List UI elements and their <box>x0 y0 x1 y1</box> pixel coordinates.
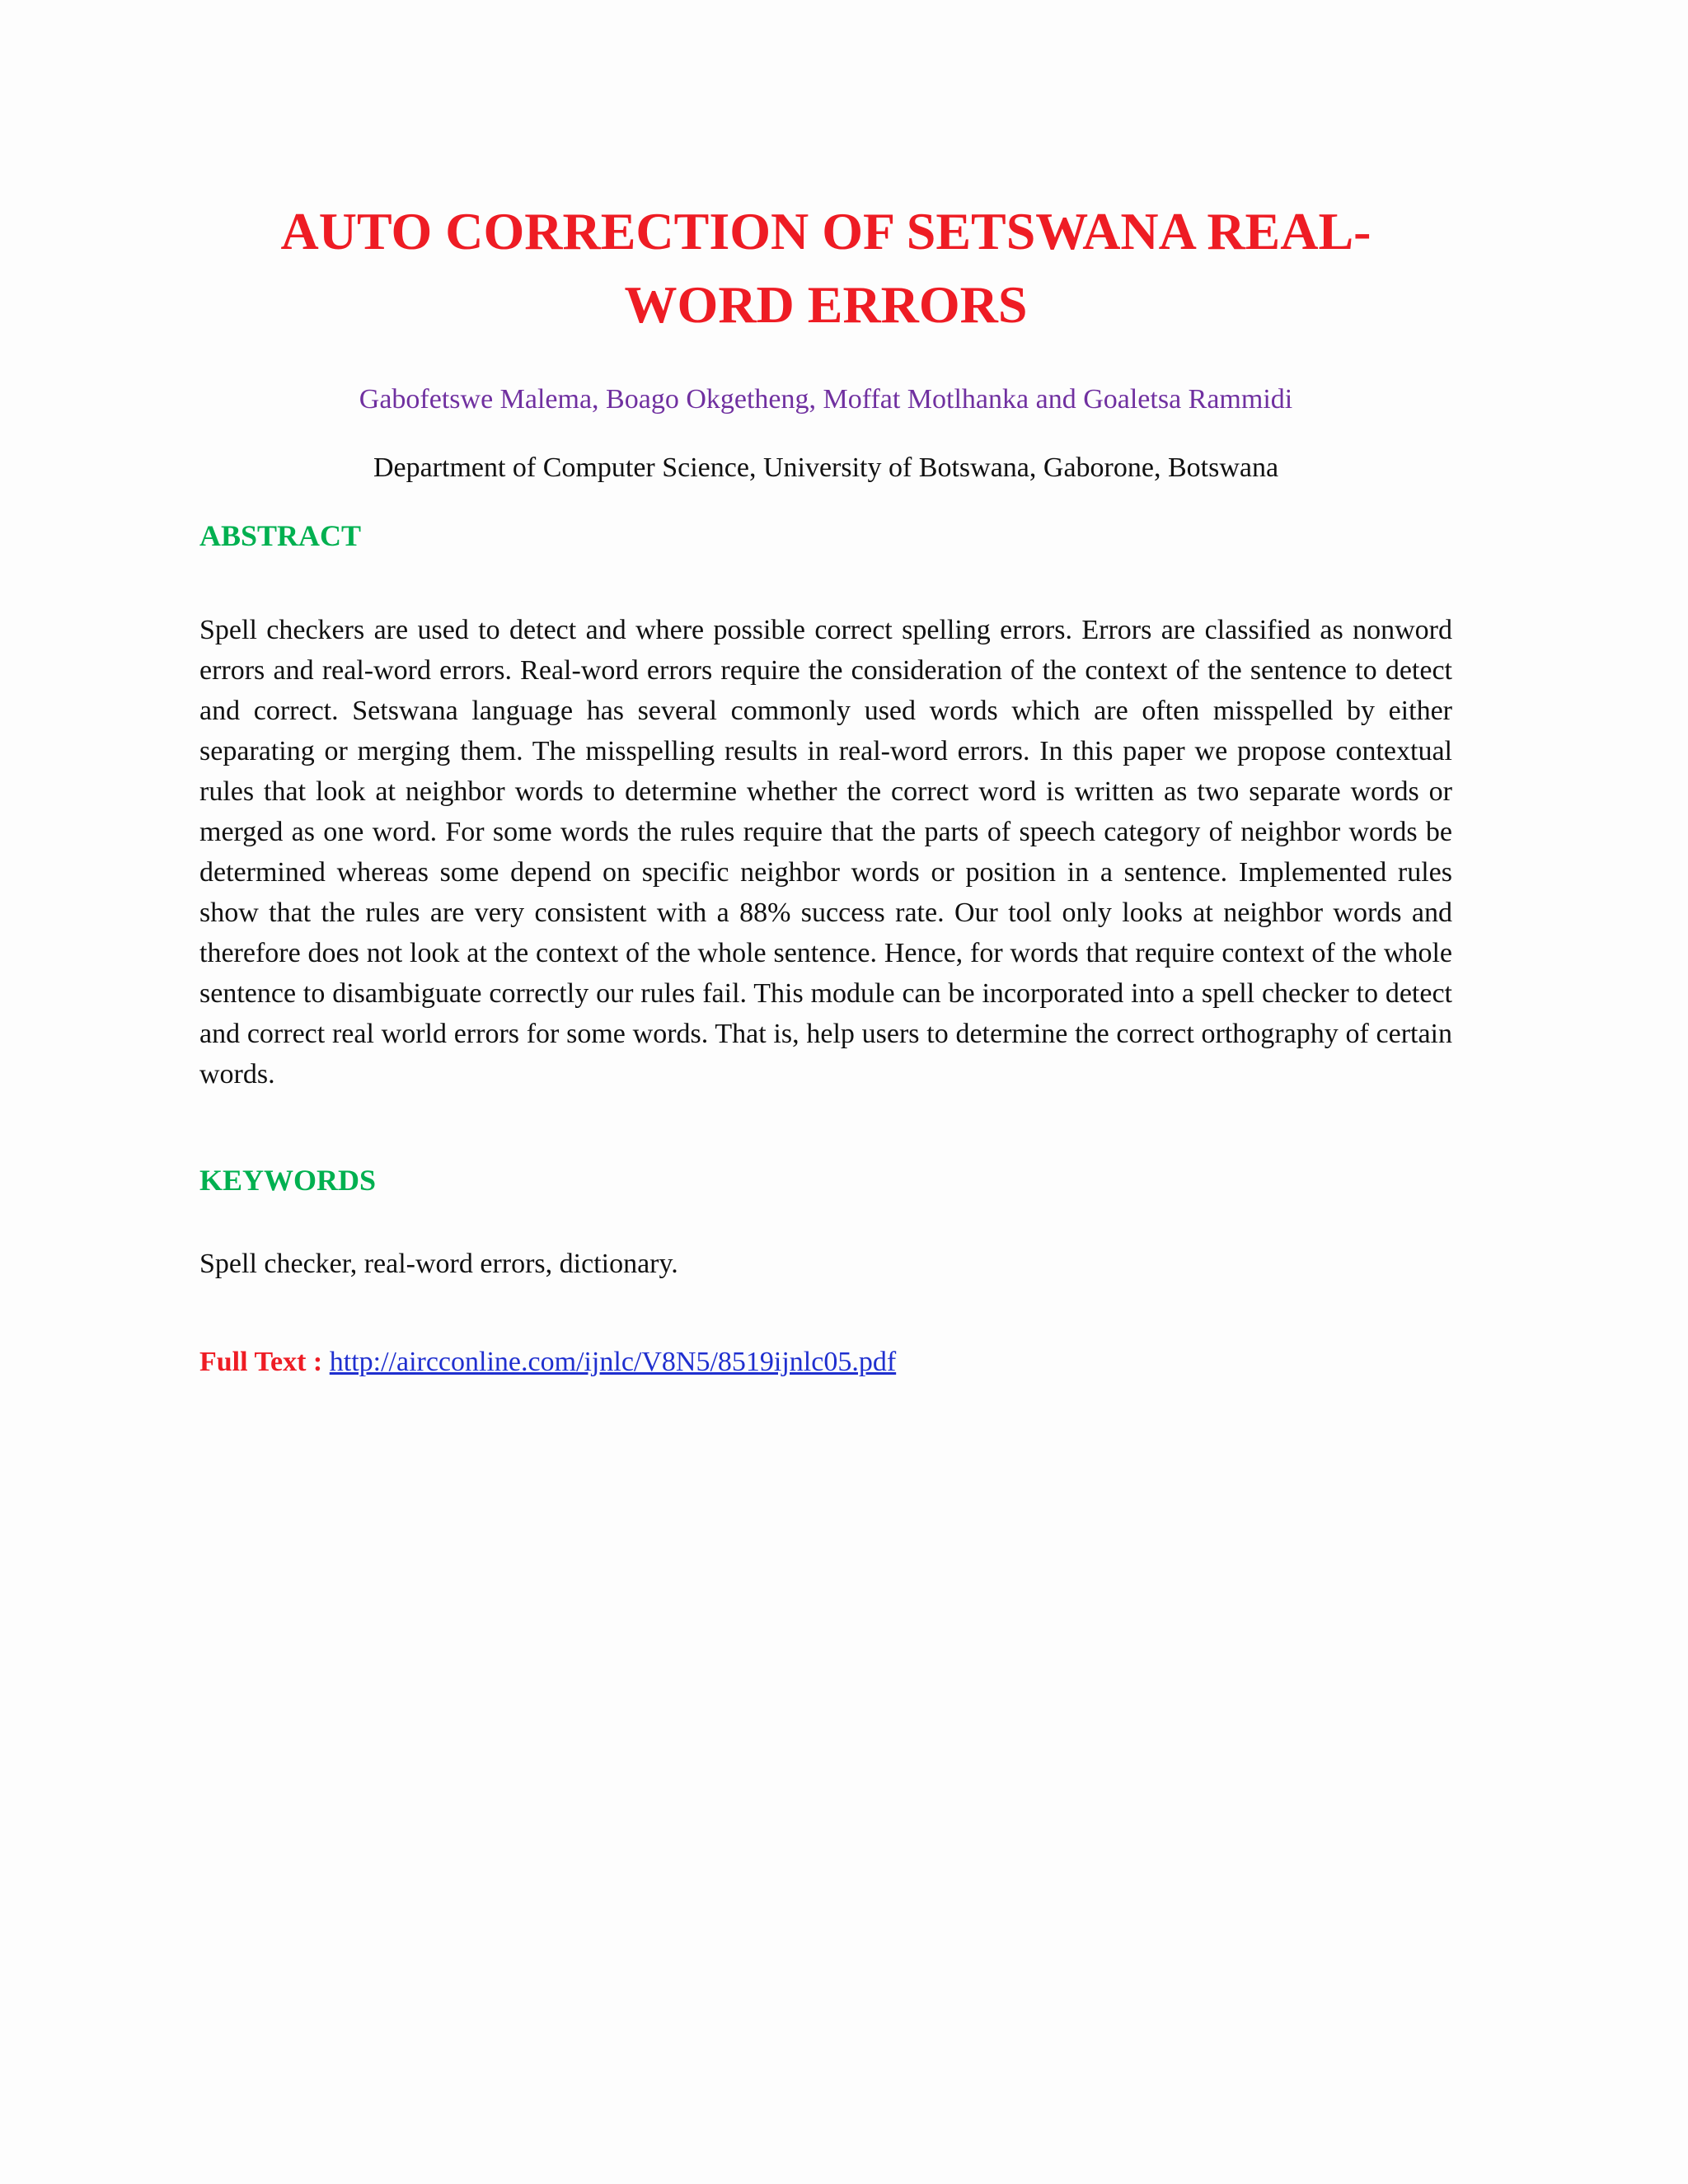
abstract-text: Spell checkers are used to detect and where possible correct spelling errors. Errors are classified as nonword errors and real-word errors. Real-word errors require the consideration of the context of the sentence to detect and correct. Setswana language has several commonly used words which are often misspelled by either separating or merging them. The misspelling results in real-word errors. In this paper we propose contextual rules that look at neighbor words to determine whether the correct word is written as two separate words or merged as one word. For some words the rules require that the parts of speech category of neighbor words be determined whereas some depend on specific neighbor words or position in a sentence. Implemented rules show that the rules are very consistent with a 88% success rate. Our tool only looks at neighbor words and therefore does not look at the context of the whole sentence. Hence, for words that require context of the whole sentence to disambiguate correctly our rules fail. This module can be incorporated into a spell checker to detect and correct real world errors for some words. That is, help users to determine the correct orthography of certain words. <box>199 615 1452 1090</box>
full-text-link[interactable]: http://aircconline.com/ijnlc/V8N5/8519ijnlc05.pdf <box>329 1347 897 1377</box>
keywords-heading: KEYWORDS <box>199 1164 377 1197</box>
keywords-text: Spell checker, real-word errors, dictionary. <box>199 1249 678 1279</box>
full-text-line <box>199 1344 1452 1380</box>
paper-authors: Gabofetswe Malema, Boago Okgetheng, Moffat Motlhanka and Goaletsa Rammidi <box>359 384 1293 415</box>
full-text-label: Full Text : <box>199 1347 323 1377</box>
paper-title <box>199 194 1452 341</box>
paper-title-line-2: WORD ERRORS <box>624 275 1028 334</box>
paper-content <box>199 194 1452 1380</box>
abstract-heading: ABSTRACT <box>199 519 362 552</box>
paper-title-line-1: AUTO CORRECTION OF SETSWANA REAL- <box>280 202 1372 260</box>
paper-affiliation: Department of Computer Science, University of Botswana, Gaborone, Botswana <box>373 452 1279 483</box>
